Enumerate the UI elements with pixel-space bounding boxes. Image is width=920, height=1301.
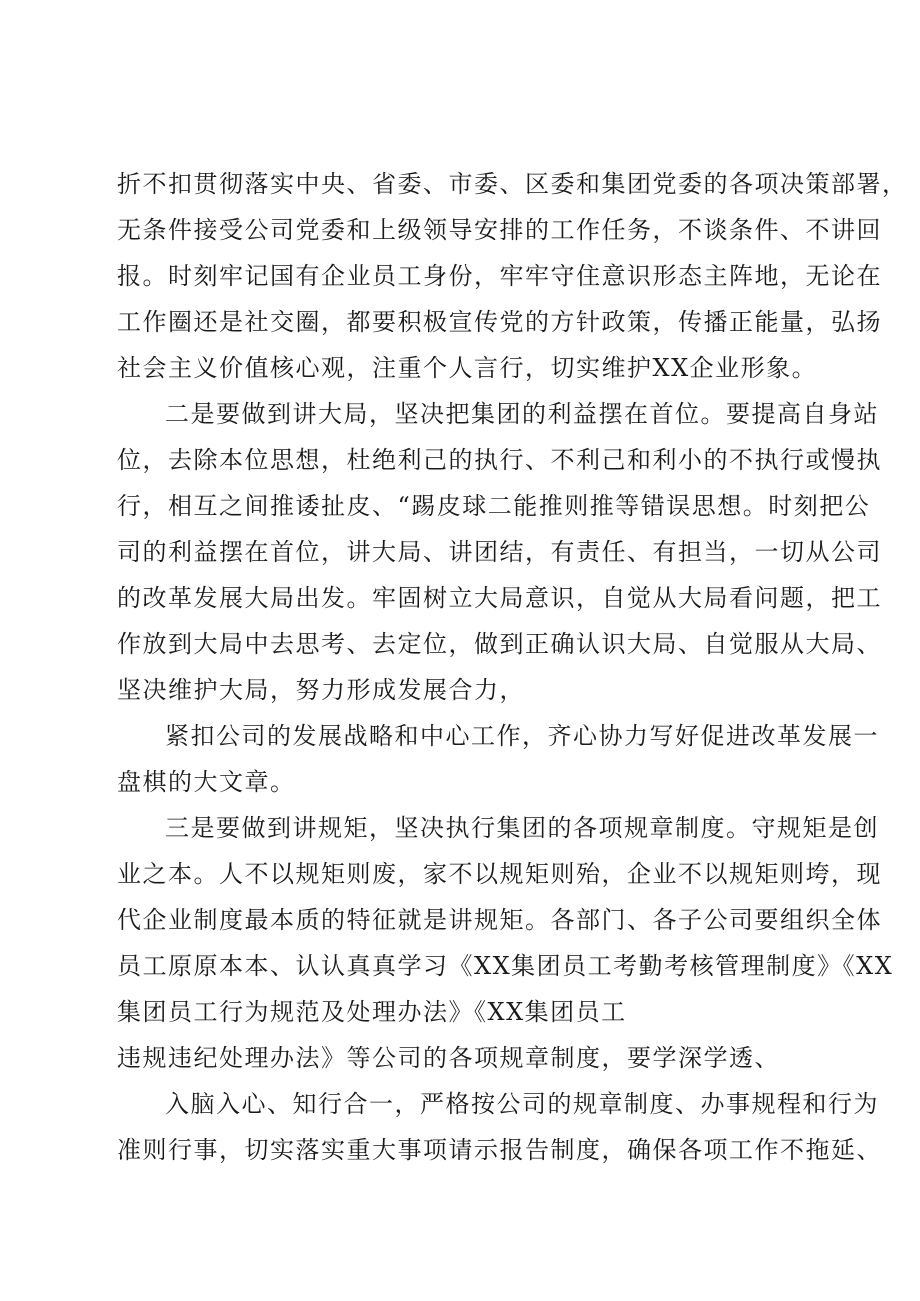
- text-line: 折不扣贯彻落实中央、省委、市委、区委和集团党委的各项决策部署，: [117, 170, 908, 198]
- text-line: 报。时刻牢记国有企业员工身份，牢牢守住意识形态主阵地，无论在: [117, 262, 882, 290]
- paragraph-first-line: 二是要做到讲大局，坚决把集团的利益摆在首位。要提高自身站: [165, 400, 879, 428]
- paragraph-first-line: 入脑入心、知行合一，严格按公司的规章制度、办事规程和行为: [165, 1090, 879, 1118]
- text-line: 盘棋的大文章。: [117, 768, 296, 796]
- text-line: 准则行事，切实落实重大事项请示报告制度，确保各项工作不拖延、: [117, 1136, 882, 1164]
- text-line: 司的利益摆在首位，讲大局、讲团结，有责任、有担当，一切从公司: [117, 538, 882, 566]
- text-line: 工作圈还是社交圈，都要积极宣传党的方针政策，传播正能量，弘扬: [117, 308, 882, 336]
- text-line: 位，去除本位思想，杜绝利己的执行、不利己和利小的不执行或慢执: [117, 446, 882, 474]
- text-line: 无条件接受公司党委和上级领导安排的工作任务，不谈条件、不讲回: [117, 216, 882, 244]
- text-line: 员工原原本本、认认真真学习《XX集团员工考勤考核管理制度》《XX: [117, 952, 894, 980]
- text-line: 业之本。人不以规矩则废，家不以规矩则殆，企业不以规矩则垮，现: [117, 860, 882, 888]
- text-line: 坚决维护大局，努力形成发展合力，: [117, 676, 525, 704]
- text-line: 集团员工行为规范及处理办法》《XX集团员工: [117, 998, 627, 1026]
- text-line: 作放到大局中去思考、去定位，做到正确认识大局、自觉服从大局、: [117, 630, 882, 658]
- text-line: 社会主义价值核心观，注重个人言行，切实维护XX企业形象。: [117, 354, 818, 382]
- text-line: 违规违纪处理办法》等公司的各项规章制度，要学深学透、: [117, 1044, 780, 1072]
- text-line: 的改革发展大局出发。牢固树立大局意识，自觉从大局看问题，把工: [117, 584, 882, 612]
- paragraph-first-line: 紧扣公司的发展战略和中心工作，齐心协力写好促进改革发展一: [165, 722, 879, 750]
- text-line: 代企业制度最本质的特征就是讲规矩。各部门、各子公司要组织全体: [117, 906, 882, 934]
- text-line: 行，相互之间推诿扯皮、“踢皮球二能推则推等错误思想。时刻把公: [117, 492, 871, 520]
- paragraph-first-line: 三是要做到讲规矩，坚决执行集团的各项规章制度。守规矩是创: [165, 814, 879, 842]
